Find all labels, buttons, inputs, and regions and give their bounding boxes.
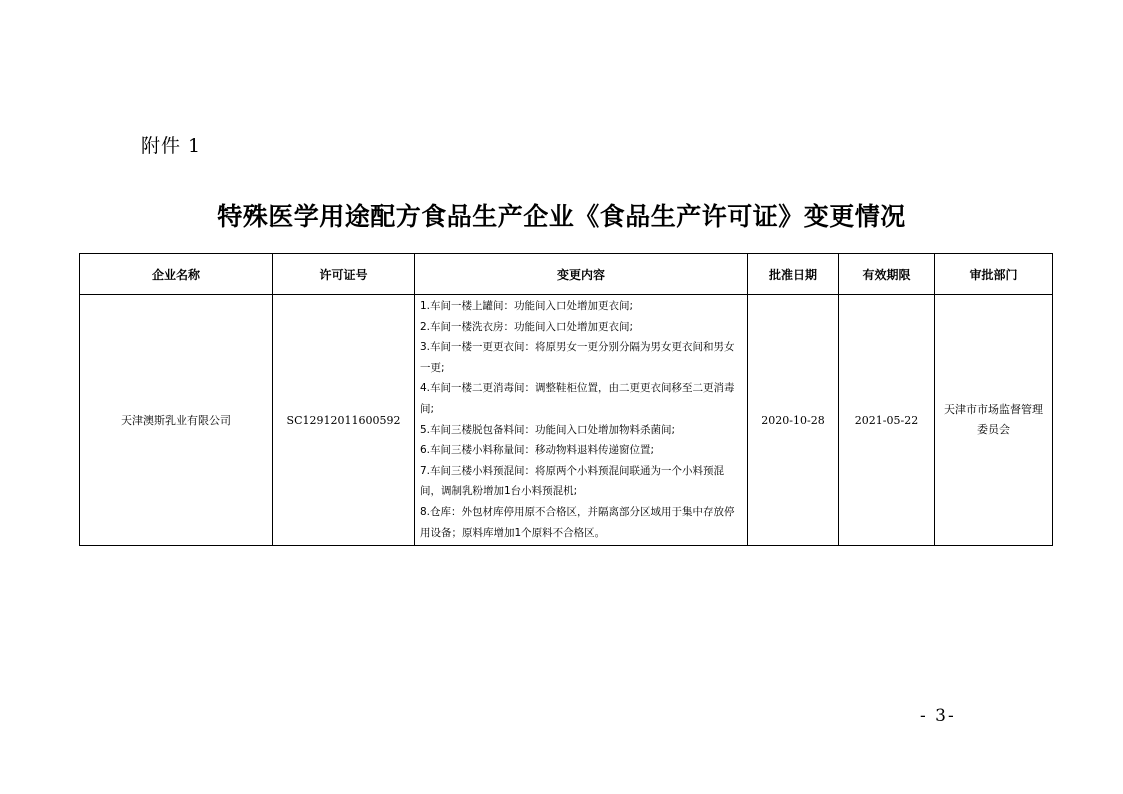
table-row [80,295,1053,546]
license-change-table [79,253,1053,546]
table-header-row [80,254,1053,295]
change-item: 8.仓库：外包材库停用原不合格区，并隔离部分区域用于集中存放停用设备；原料库增加1个原料不合格区。 [420,505,735,539]
valid-until-cell: 2021-05-22 [839,295,935,546]
authority-cell: 天津市市场监督管理委员会 [935,295,1053,546]
header-company: 企业名称 [80,254,273,295]
change-item: 2.车间一楼洗衣房：功能间入口处增加更衣间; [420,320,634,333]
approval-date-cell: 2020-10-28 [748,295,839,546]
header-valid-until: 有效期限 [839,254,935,295]
company-cell: 天津澳斯乳业有限公司 [80,295,273,546]
changes-cell [415,295,748,546]
license-number-cell: SC12912011600592 [273,295,415,546]
change-item: 1.车间一楼上罐间：功能间入口处增加更衣间; [420,300,634,312]
attachment-label: 附件 1 [141,135,202,157]
header-changes: 变更内容 [415,254,748,295]
header-authority: 审批部门 [935,254,1053,295]
header-license-no: 许可证号 [273,254,415,295]
page-number: - 3- [920,706,956,726]
header-approval-date: 批准日期 [748,254,839,295]
change-item: 5.车间三楼脱包备料间：功能间入口处增加物料杀菌间; [420,423,676,436]
change-item: 4.车间一楼二更消毒间：调整鞋柜位置，由二更更衣间移至二更消毒间; [420,382,735,415]
change-item: 7.车间三楼小料预混间：将原两个小料预混间联通为一个小料预混间，调制乳粉增加1台小料预混机; [420,464,725,498]
change-item: 3.车间一楼一更更衣间：将原男女一更分别分隔为男女更衣间和男女一更; [420,341,735,374]
document-title: 特殊医学用途配方食品生产企业《食品生产许可证》变更情况 [217,202,906,231]
change-item: 6.车间三楼小料称量间：移动物料退料传递窗位置; [420,444,655,457]
